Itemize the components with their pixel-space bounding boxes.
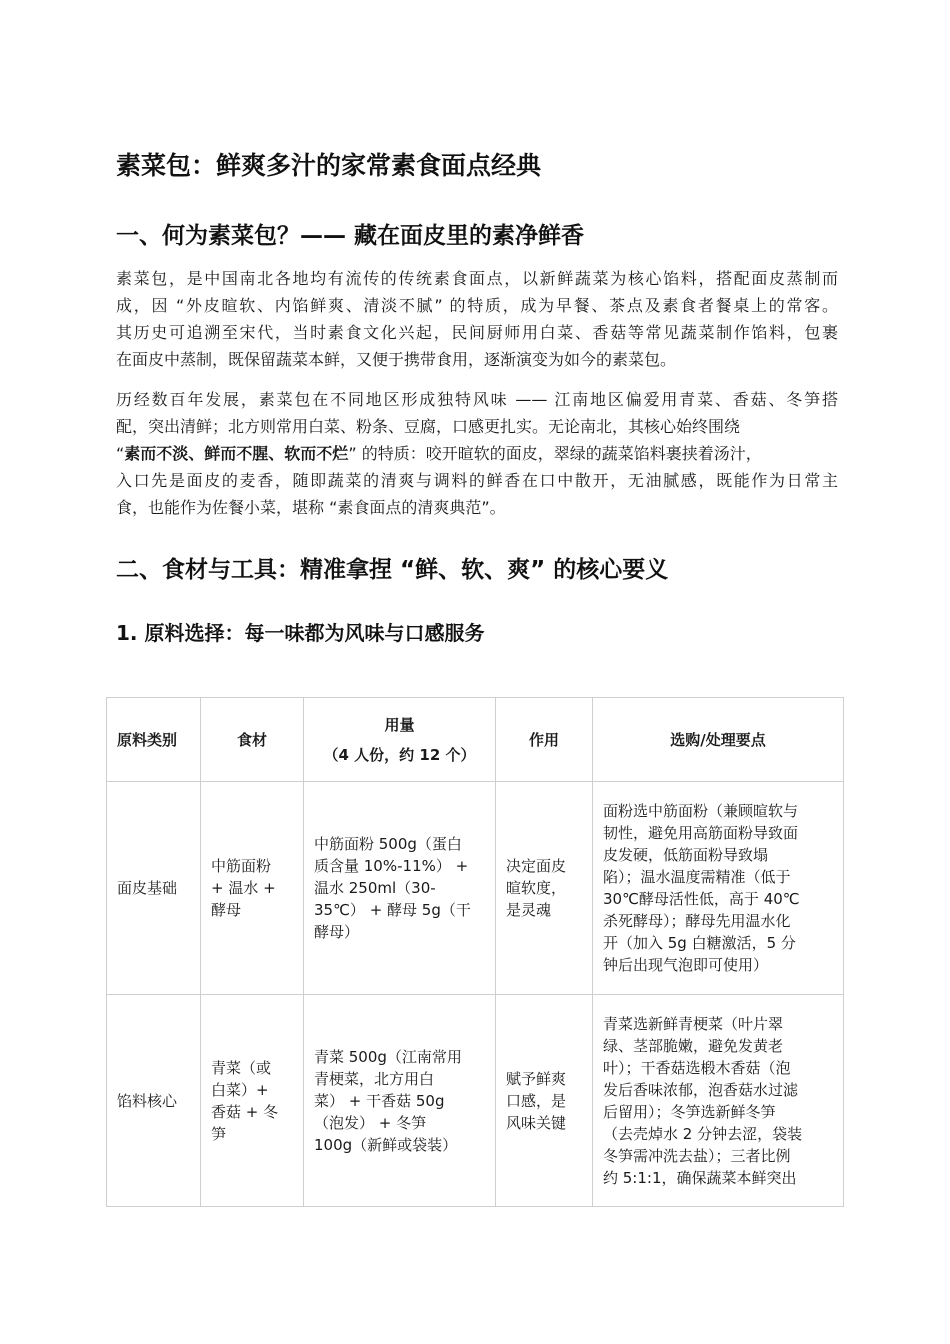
ingredients-table [106,697,844,1207]
cell-line: 发后香味浓郁，泡香菇水过滤 [603,1080,799,1099]
para1-line: 在面皮中蒸制，既保留蔬菜本鲜，又便于携带食用，逐渐演变为如今的素菜包。 [116,350,677,369]
cell-line: 100g（新鲜或袋装） [314,1135,458,1154]
cell-line: 冬笋需冲洗去盐）；三者比例 [603,1146,791,1165]
cell-line: 是灵魂 [506,901,552,919]
cell-line: 后留用）；冬笋选新鲜冬笋 [603,1102,776,1121]
cell-line: 决定面皮 [506,857,567,875]
header-amount [304,698,496,782]
cell-line: 叶）；干香菇选椴木香菇（泡 [603,1058,791,1077]
cell-amount [304,782,496,995]
para2-line: 历经数百年发展，素菜包在不同地区形成独特风味 —— 江南地区偏爱用青菜、香菇、冬笋搭 [116,390,838,409]
cell-line: 香菇 + 冬 [211,1102,279,1121]
cell-line: 绿、茎部脆嫩，避免发黄老 [603,1036,784,1055]
header-function: 作用 [496,698,593,782]
table-row [107,782,844,995]
table-header-row [107,698,844,782]
cell-line: 青梗菜，北方用白 [314,1069,435,1088]
cell-line: 风味关键 [506,1113,567,1132]
para2-line: 入口先是面皮的麦香，随即蔬菜的清爽与调料的鲜香在口中散开，无油腻感，既能作为日常主 [116,471,838,490]
header-category: 原料类别 [107,698,201,782]
para1-line: 素菜包，是中国南北各地均有流传的传统素食面点，以新鲜蔬菜为核心馅料，搭配面皮蒸制而 [116,269,838,288]
section1-paragraph-1 [116,265,838,373]
cell-line: 菜） + 干香菇 50g [314,1091,445,1110]
cell-line: 钟后出现气泡即可使用） [603,956,769,974]
cell-line: 温水 250ml（30- [314,879,436,897]
section1-paragraph-2 [116,386,838,521]
document-title: 素菜包：鲜爽多汁的家常素食面点经典 [116,151,542,180]
section1-heading: 一、何为素菜包？—— 藏在面皮里的素净鲜香 [116,223,585,249]
header-tips: 选购/处理要点 [593,698,844,782]
cell-line: 口感，是 [506,1091,567,1110]
para1-line: 成，因 “外皮暄软、内馅鲜爽、清淡不腻” 的特质，成为早餐、茶点及素食者餐桌上的常客。 [116,296,838,315]
cell-line: 皮发硬，低筋面粉导致塌 [603,846,769,864]
cell-amount [304,995,496,1207]
cell-line: 韧性，避免用高筋面粉导致面 [603,824,799,842]
cell-line: 面粉选中筋面粉（兼顾暄软与 [603,802,799,820]
cell-line: 赋予鲜爽 [506,1069,567,1088]
para2-line: 食，也能作为佐餐小菜，堪称 “素食面点的清爽典范”。 [116,498,506,517]
para2-line: 配，突出清鲜；北方则常用白菜、粉条、豆腐，口感更扎实。无论南北，其核心始终围绕 [116,417,741,436]
para2-line3-rest: ” 的特质：咬开暄软的面皮，翠绿的蔬菜馅料裹挟着汤汁， [348,444,762,463]
cell-function [496,995,593,1207]
header-ingredient: 食材 [201,698,304,782]
cell-line: 暄软度， [506,879,567,897]
cell-line: 白菜）+ [211,1080,269,1099]
para2-line-with-emphasis [116,440,838,467]
section2-heading: 二、食材与工具：精准拿捏 “鲜、软、爽” 的核心要义 [116,557,669,583]
cell-tips [593,995,844,1207]
subsection-heading-ingredients: 1. 原料选择：每一味都为风味与口感服务 [116,621,485,645]
cell-line: 质含量 10%-11%） + [314,857,469,875]
quote-open: “ [116,444,125,463]
cell-line: （去壳焯水 2 分钟去涩，袋装 [603,1124,803,1143]
cell-line: 约 5:1:1，确保蔬菜本鲜突出 [603,1168,797,1187]
cell-line: 青菜 500g（江南常用 [314,1047,462,1066]
cell-line: 中筋面粉 [211,857,272,875]
cell-line: 酵母 [211,901,242,919]
cell-line: 陷）；温水温度需精准（低于 [603,868,791,886]
cell-line: 笋 [211,1124,227,1143]
cell-category: 馅料核心 [107,995,201,1207]
emphasis-text: 素而不淡、鲜而不腥、软而不烂 [124,444,349,463]
cell-ingredient [201,782,304,995]
cell-line: 酵母） [314,923,360,941]
cell-ingredient [201,995,304,1207]
cell-line: 青菜（或 [211,1058,272,1077]
cell-category: 面皮基础 [107,782,201,995]
header-amount-line1: 用量 [384,715,415,734]
header-amount-line2: （4 人份，约 12 个） [323,745,476,764]
para1-line: 其历史可追溯至宋代，当时素食文化兴起，民间厨师用白菜、香菇等常见蔬菜制作馅料，包裹 [116,323,838,342]
cell-line: + 温水 + [211,879,276,897]
cell-line: 开（加入 5g 白糖激活，5 分 [603,934,796,952]
cell-tips [593,782,844,995]
cell-line: 中筋面粉 500g（蛋白 [314,835,462,853]
cell-line: （泡发） + 冬笋 [314,1113,427,1132]
cell-function [496,782,593,995]
cell-line: 35℃） + 酵母 5g（干 [314,901,471,919]
cell-line: 30℃酵母活性低，高于 40℃ [603,890,800,908]
cell-line: 青菜选新鲜青梗菜（叶片翠 [603,1014,784,1033]
table-row [107,995,844,1207]
cell-line: 杀死酵母）；酵母先用温水化 [603,912,791,930]
